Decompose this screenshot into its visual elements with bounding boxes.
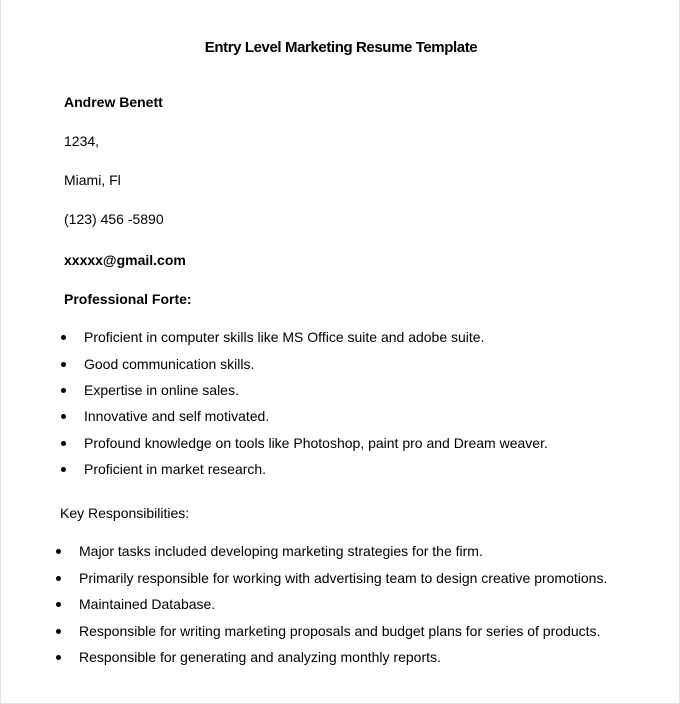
list-item-text: Innovative and self motivated. — [84, 408, 270, 424]
bullet-icon — [56, 629, 61, 634]
list-item-text: Profound knowledge on tools like Photoshop, paint pro and Dream weaver. — [84, 435, 548, 451]
bullet-icon — [61, 335, 66, 340]
list-item-text: Responsible for generating and analyzing monthly reports. — [79, 649, 441, 665]
key-responsibilities-heading: Key Responsibilities: — [60, 505, 190, 521]
list-item-text: Good communication skills. — [84, 356, 255, 372]
list-item-text: Responsible for writing marketing proposals and budget plans for series of products. — [79, 623, 601, 639]
email-address: xxxxx@gmail.com — [64, 252, 186, 268]
bullet-icon — [61, 414, 66, 419]
bullet-icon — [56, 655, 61, 660]
address-line-2: Miami, Fl — [64, 172, 121, 188]
bullet-icon — [61, 362, 66, 367]
bullet-icon — [61, 467, 66, 472]
candidate-name: Andrew Benett — [64, 94, 163, 110]
professional-forte-heading: Professional Forte: — [64, 291, 192, 307]
page-title: Entry Level Marketing Resume Template — [204, 39, 478, 56]
bullet-icon — [56, 549, 61, 554]
bullet-icon — [61, 388, 66, 393]
phone-number: (123) 456 -5890 — [64, 211, 164, 227]
list-item-text: Major tasks included developing marketing strategies for the firm. — [79, 543, 483, 559]
bullet-icon — [56, 602, 61, 607]
list-item-text: Expertise in online sales. — [84, 382, 239, 398]
list-item-text: Primarily responsible for working with advertising team to design creative promotions. — [79, 570, 608, 586]
list-item-text: Maintained Database. — [79, 596, 216, 612]
list-item-text: Proficient in market research. — [84, 461, 267, 477]
bullet-icon — [61, 441, 66, 446]
list-item-text: Proficient in computer skills like MS Office suite and adobe suite. — [84, 329, 485, 345]
bullet-icon — [56, 576, 61, 581]
address-line-1: 1234, — [64, 133, 100, 149]
